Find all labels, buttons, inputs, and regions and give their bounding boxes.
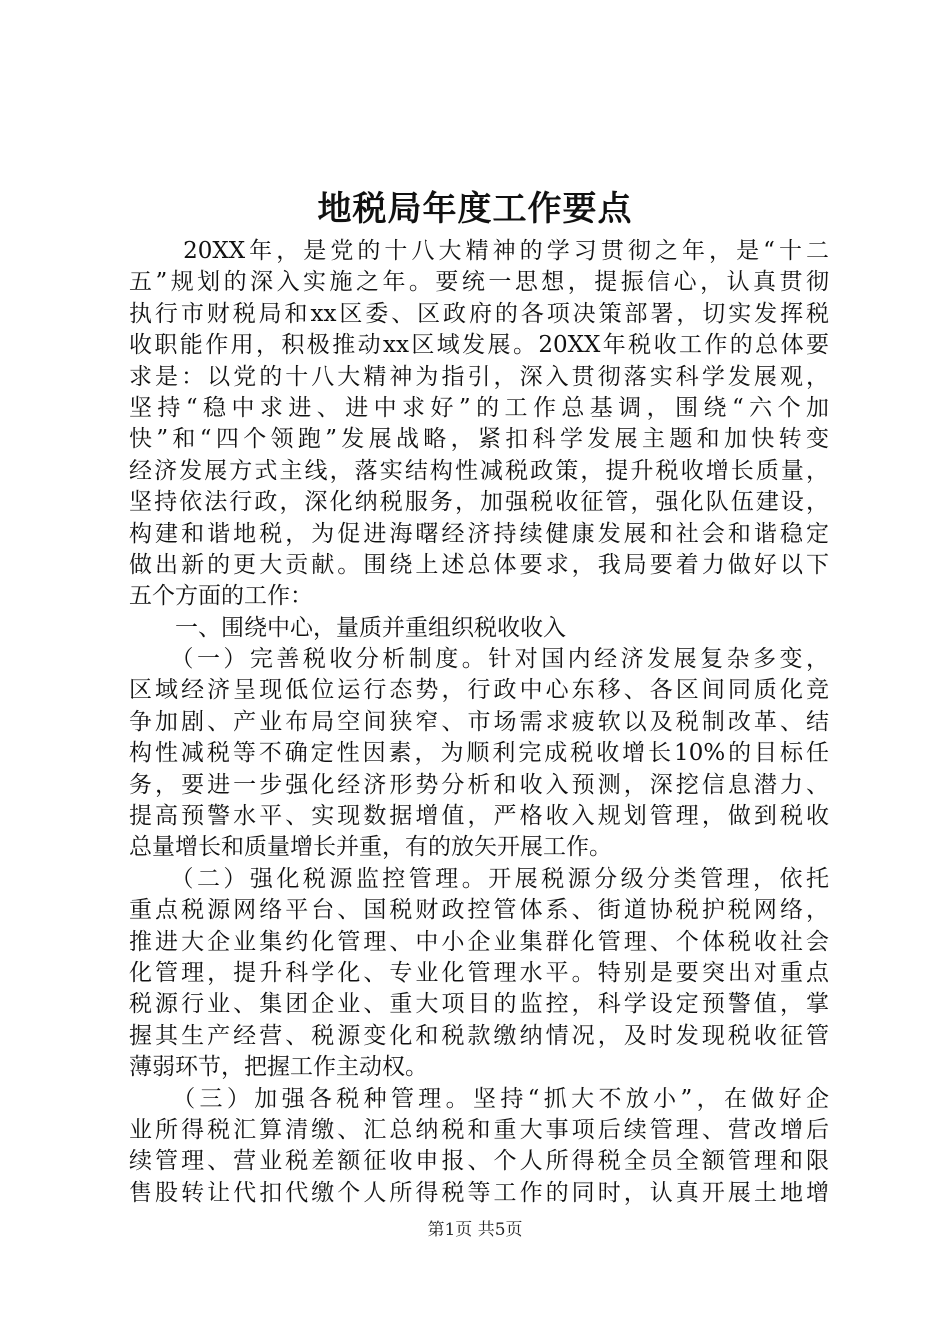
body-line: 经济发展方式主线，落实结构性减税政策，提升税收增长质量， [129, 457, 829, 484]
body-line: 收职能作用，积极推动xx区域发展。20XX年税收工作的总体要 [129, 332, 829, 359]
body-line: 20XX年，是党的十八大精神的学习贯彻之年，是“十二 [129, 238, 829, 264]
body-line: 业所得税汇算清缴、汇总纳税和重大事项后续管理、营改增后 [129, 1116, 829, 1143]
body-line: （二）强化税源监控管理。开展税源分级分类管理，依托 [129, 865, 829, 892]
body-line: 构性减税等不确定性因素，为顺利完成税收增长10%的目标任 [129, 740, 829, 767]
body-line: 售股转让代扣代缴个人所得税等工作的同时，认真开展土地增 [129, 1179, 829, 1206]
body-line: 做出新的更大贡献。围绕上述总体要求，我局要着力做好以下 [129, 551, 829, 578]
body-line: 坚持依法行政，深化纳税服务，加强税收征管，强化队伍建设， [129, 489, 829, 516]
body-line: 续管理、营业税差额征收申报、个人所得税全员全额管理和限 [129, 1148, 829, 1175]
document-body [129, 236, 829, 1209]
body-line: （一）完善税收分析制度。针对国内经济发展复杂多变， [129, 646, 829, 673]
body-line: 化管理，提升科学化、专业化管理水平。特别是要突出对重点 [129, 959, 829, 986]
body-line: 提高预警水平、实现数据增值，严格收入规划管理，做到税收 [129, 803, 829, 830]
body-line: 推进大企业集约化管理、中小企业集群化管理、个体税收社会 [129, 928, 829, 955]
body-line: 求是：以党的十八大精神为指引，深入贯彻落实科学发展观， [129, 363, 829, 390]
body-line: 坚持“稳中求进、进中求好”的工作总基调，围绕“六个加 [129, 394, 829, 421]
body-line: 五”规划的深入实施之年。要统一思想，提振信心，认真贯彻 [129, 269, 829, 296]
body-line: 执行市财税局和xx区委、区政府的各项决策部署，切实发挥税 [129, 300, 829, 327]
body-line: 五个方面的工作： [129, 583, 313, 610]
body-line: 税源行业、集团企业、重大项目的监控，科学设定预警值，掌 [129, 991, 829, 1018]
body-line: 构建和谐地税，为促进海曙经济持续健康发展和社会和谐稳定 [129, 520, 829, 547]
page-footer: 第1页 共5页 [427, 1220, 523, 1240]
body-line: 薄弱环节，把握工作主动权。 [129, 1054, 428, 1081]
body-line: 一、围绕中心，量质并重组织税收收入 [129, 614, 566, 641]
body-line: 重点税源网络平台、国税财政控管体系、街道协税护税网络， [129, 897, 829, 924]
document-title: 地税局年度工作要点 [317, 189, 633, 229]
body-line: 区域经济呈现低位运行态势，行政中心东移、各区间同质化竞 [129, 677, 829, 704]
body-line: 快”和“四个领跑”发展战略，紧扣科学发展主题和加快转变 [129, 426, 829, 453]
body-line: 争加剧、产业布局空间狭窄、市场需求疲软以及税制改革、结 [129, 708, 829, 735]
body-line: 务，要进一步强化经济形势分析和收入预测，深挖信息潜力、 [129, 771, 829, 798]
body-line: （三）加强各税种管理。坚持“抓大不放小”，在做好企 [129, 1085, 829, 1112]
body-line: 总量增长和质量增长并重，有的放矢开展工作。 [129, 834, 612, 861]
body-line: 握其生产经营、税源变化和税款缴纳情况，及时发现税收征管 [129, 1022, 829, 1049]
